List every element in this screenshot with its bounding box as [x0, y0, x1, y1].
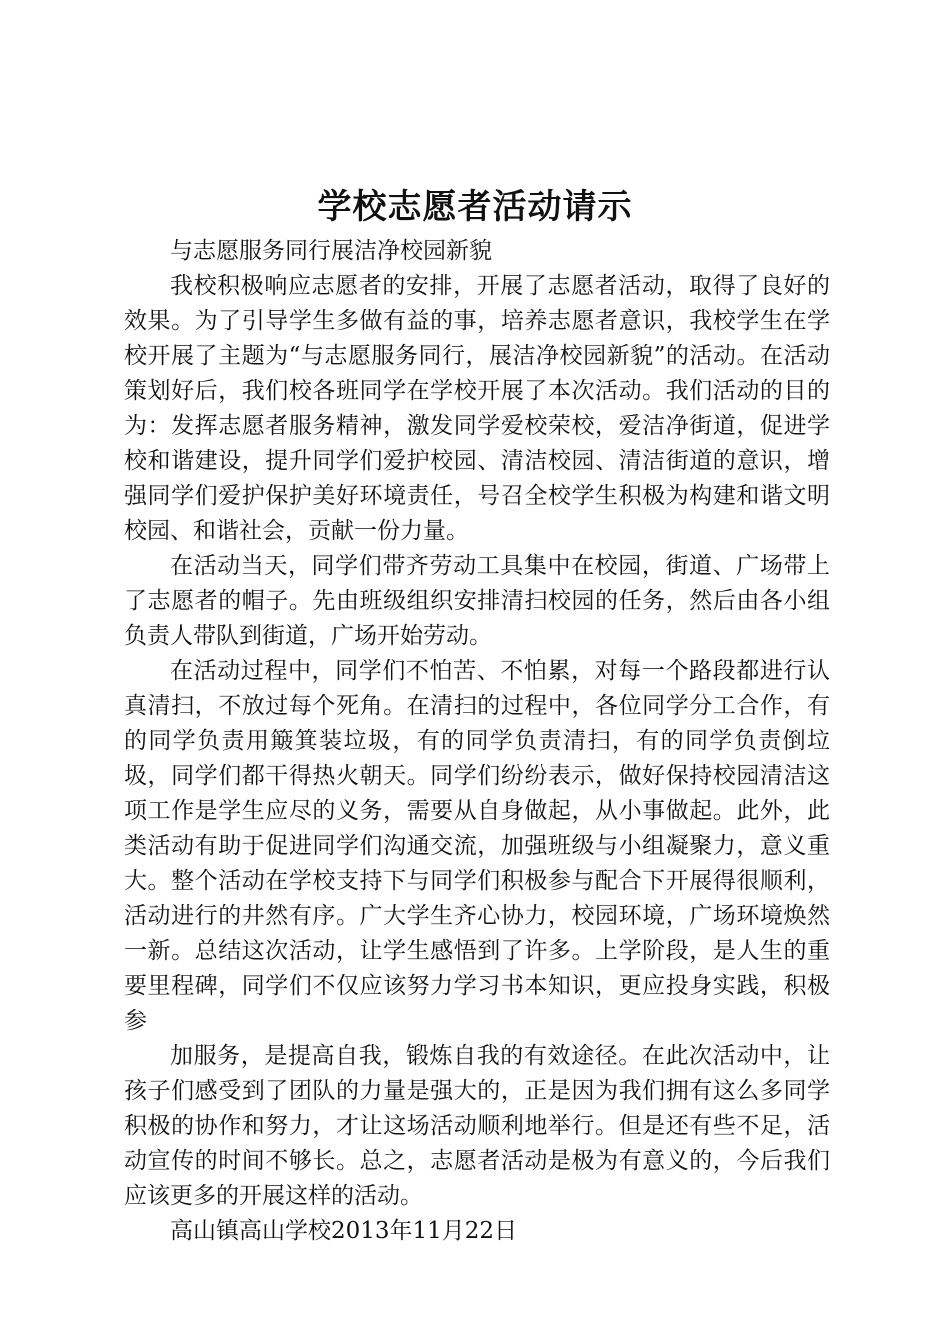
- paragraph-1: 我校积极响应志愿者的安排，开展了志愿者活动，取得了良好的效果。为了引导学生多做有益的事，培养志愿者意识，我校学生在学校开展了主题为“与志愿服务同行，展洁净校园新貌”的活动。在活动策划好后，我们校各班同学在学校开展了本次活动。我们活动的目的为：发挥志愿者服务精神，激发同学爱校荣校，爱洁净街道，促进学校和谐建设，提升同学们爱护校园、清洁校园、清洁街道的意识，增强同学们爱护保护美好环境责任，号召全校学生积极为构建和谐文明校园、和谐社会，贡献一份力量。: [124, 273, 830, 544]
- document-body: [124, 234, 830, 1249]
- paragraph-2: 在活动当天，同学们带齐劳动工具集中在校园，街道、广场带上了志愿者的帽子。先由班级组织安排清扫校园的任务，然后由各小组负责人带队到街道，广场开始劳动。: [124, 553, 830, 649]
- signature-line: 高山镇高山学校2013年11月22日: [170, 1218, 518, 1244]
- document-title: 学校志愿者活动请示: [317, 187, 633, 227]
- paragraph-4: 加服务，是提高自我，锻炼自我的有效途径。在此次活动中，让孩子们感受到了团队的力量是强大的，正是因为我们拥有这么多同学积极的协作和努力，才让这场活动顺利地举行。但是还有些不足，活动宣传的时间不够长。总之，志愿者活动是极为有意义的，今后我们应该更多的开展这样的活动。: [124, 1043, 830, 1209]
- paragraph-3: 在活动过程中，同学们不怕苦、不怕累，对每一个路段都进行认真清扫，不放过每个死角。在清扫的过程中，各位同学分工合作，有的同学负责用簸箕装垃圾，有的同学负责清扫，有的同学负责倒垃圾，同学们都干得热火朝天。同学们纷纷表示，做好保持校园清洁这项工作是学生应尽的义务，需要从自身做起，从小事做起。此外，此类活动有助于促进同学们沟通交流，加强班级与小组凝聚力，意义重大。整个活动在学校支持下与同学们积极参与配合下开展得很顺利，活动进行的井然有序。广大学生齐心协力，校园环境，广场环境焕然一新。总结这次活动，让学生感悟到了许多。上学阶段，是人生的重要里程碑，同学们不仅应该努力学习书本知识，更应投身实践，积极参: [124, 658, 830, 1034]
- document-subtitle: 与志愿服务同行展洁净校园新貌: [170, 238, 492, 264]
